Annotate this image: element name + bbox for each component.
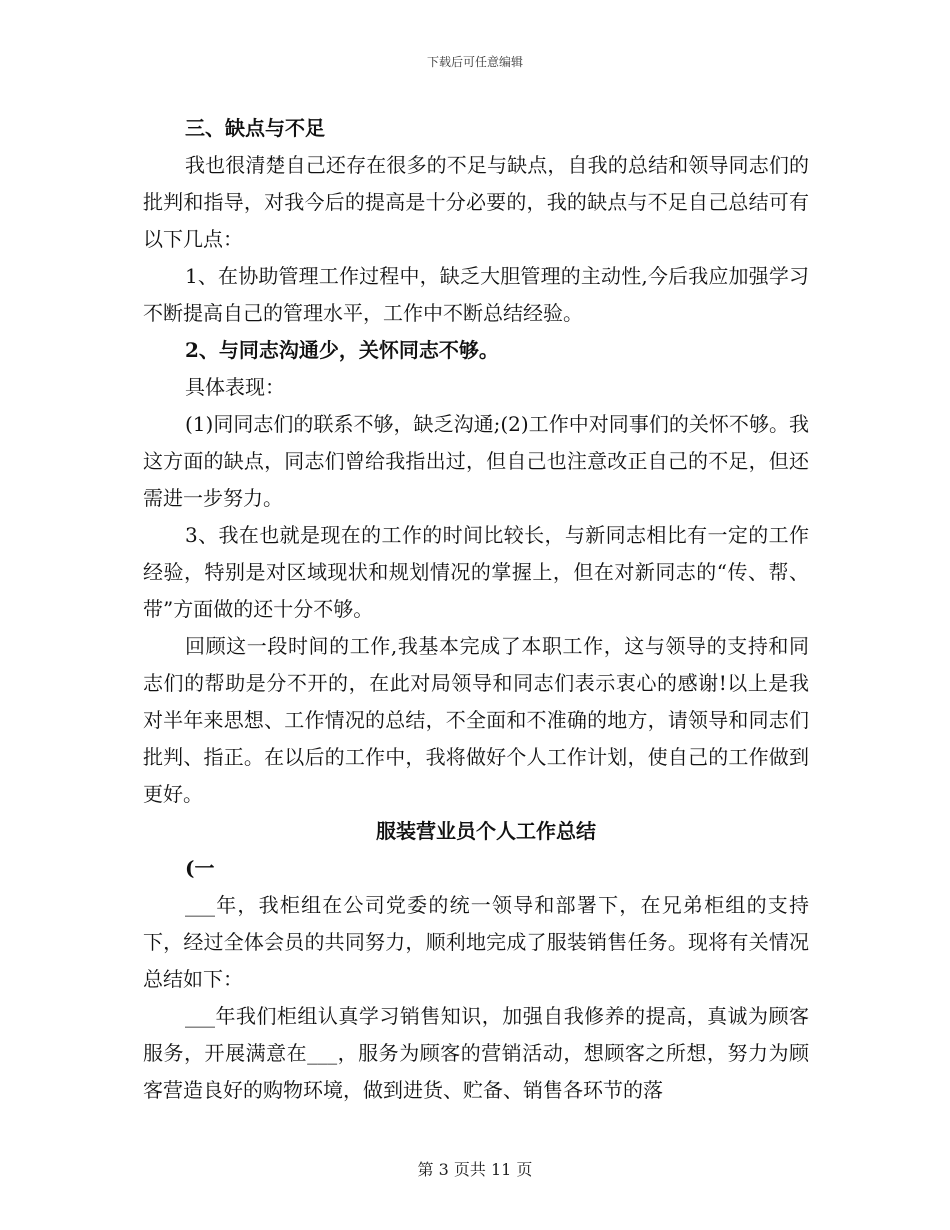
paragraph: 具体表现：	[185, 375, 285, 399]
page-footer: 第 3 页共 11 页	[417, 1160, 533, 1179]
paragraph: 回顾这一段时间的工作,我基本完成了本职工作，这与领导的支持和同志们的帮助是分不开的，在此对局领导和同志们表示衷心的感谢!以上是我对半年来思想、工作情况的总结，不全面和不准确的地方，请领导和同志们批判、指正。在以后的工作中，我将做好个人工作计划，使自己的工作做到更好。	[143, 634, 809, 806]
paragraph: ___年，我柜组在公司党委的统一领导和部署下，在兄弟柜组的支持下，经过全体会员的共同努力，顺利地完成了服装销售任务。现将有关情况总结如下：	[143, 893, 809, 991]
paragraph: 1、在协助管理工作过程中，缺乏大胆管理的主动性,今后我应加强学习不断提高自己的管理水平，工作中不断总结经验。	[143, 264, 809, 325]
page-header: 下载后可任意编辑	[426, 55, 523, 69]
subheading-part-one: (一	[185, 856, 215, 880]
document-title: 服装营业员个人工作总结	[376, 819, 596, 843]
paragraph: 3、我在也就是现在的工作的时间比较长，与新同志相比有一定的工作经验，特别是对区域现状和规划情况的掌握上，但在对新同志的“传、帮、带”方面做的还十分不够。	[143, 523, 809, 621]
subheading-communication: 2、与同志沟通少，关怀同志不够。	[185, 338, 499, 362]
document-body	[143, 110, 809, 1109]
section-heading-shortcomings: 三、缺点与不足	[185, 116, 325, 140]
paragraph: 我也很清楚自己还存在很多的不足与缺点，自我的总结和领导同志们的批判和指导，对我今后的提高是十分必要的，我的缺点与不足自己总结可有以下几点：	[143, 153, 809, 251]
paragraph: (1)同同志们的联系不够，缺乏沟通;(2)工作中对同事们的关怀不够。我这方面的缺点，同志们曾给我指出过，但自己也注意改正自己的不足，但还需进一步努力。	[143, 412, 809, 510]
paragraph: ___年我们柜组认真学习销售知识，加强自我修养的提高，真诚为顾客服务，开展满意在___，服务为顾客的营销活动，想顾客之所想，努力为顾客营造良好的购物环境，做到进货、贮备、销售各环节的落	[143, 1004, 809, 1102]
